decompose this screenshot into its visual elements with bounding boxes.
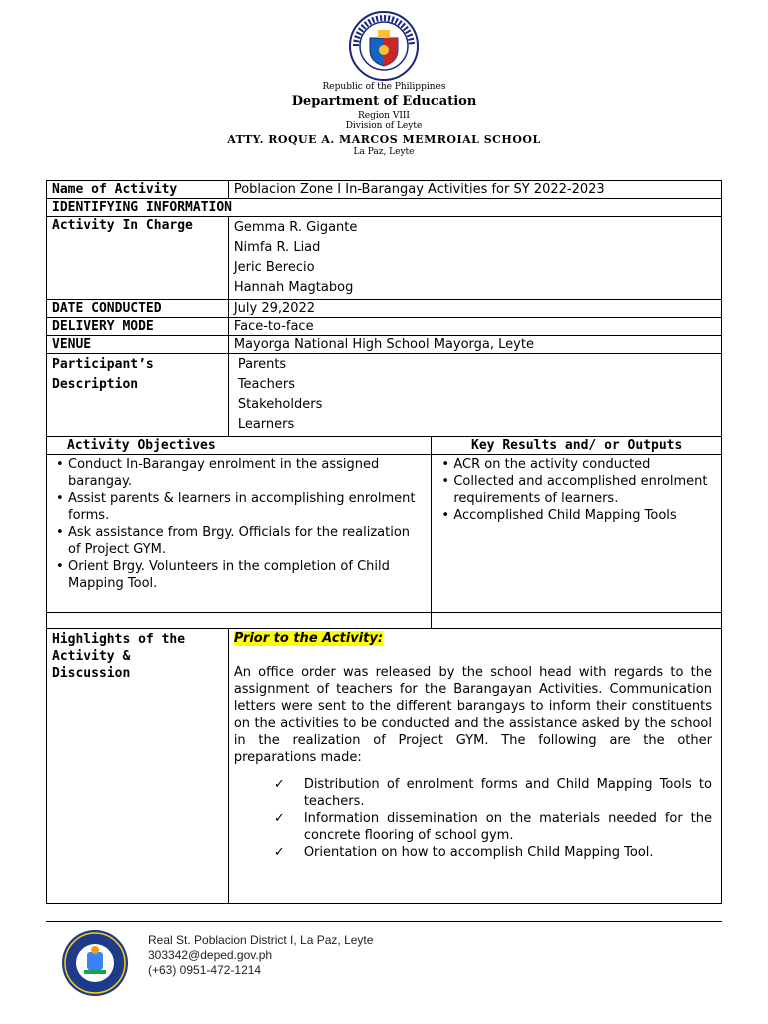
republic-line: Republic of the Philippines [322,82,446,92]
preparation-item [274,776,712,810]
footer-contact [148,933,373,978]
participant-item: Learners [237,417,295,432]
mode-label: DELIVERY MODE [47,318,229,336]
participant-item: Parents [237,357,287,372]
charge-person: Nimfa R. Liad [233,240,321,255]
objective-item: • Conduct In-Barangay enrolment in the assigned barangay. [68,456,426,490]
participant-list [228,354,721,437]
date-row [47,300,722,318]
venue-row [47,336,722,354]
checkmark-icon: ✓ [273,777,285,792]
preparation-item [274,844,712,861]
preparation-item [274,810,712,844]
highlights-label-line: Discussion [52,666,131,681]
division-line: Division of Leyte [345,121,423,131]
spacer-cell [432,613,722,629]
preparation-text: Distribution of enrolment forms and Child Mapping Tools to teachers. [303,777,712,809]
document-header [0,10,768,157]
name-value: Poblacion Zone I In-Barangay Activities for SY 2022-2023 [228,181,721,199]
region-line: Region VIII [358,111,410,121]
prior-activity-heading: Prior to the Activity: [233,631,384,646]
school-logo [60,928,130,998]
charge-list [228,217,721,300]
results-cell [432,455,722,613]
participant-row [47,354,722,437]
charge-person: Gemma R. Gigante [233,220,358,235]
objective-item: • Orient Brgy. Volunteers in the completion of Child Mapping Tool. [68,558,426,592]
charge-row [47,217,722,300]
objectives-cell [47,455,432,613]
participant-item: Teachers [237,377,296,392]
identifying-row [47,199,722,217]
name-row [47,181,722,199]
document-footer [60,928,720,998]
objective-item: • Ask assistance from Brgy. Officials for the realization of Project GYM. [68,524,426,558]
venue-value: Mayorga National High School Mayorga, Leyte [228,336,721,354]
highlights-row [47,629,722,904]
result-item: • Collected and accomplished enrolment requirements of learners. [453,473,716,507]
date-label: DATE CONDUCTED [47,300,229,318]
participant-item: Stakeholders [237,397,323,412]
footer-phone: (+63) 0951-472-1214 [148,963,262,977]
mode-row [47,318,722,336]
activity-report-table [46,180,722,904]
identifying-heading: IDENTIFYING INFORMATION [47,199,722,217]
participant-label-line: Description [52,377,139,392]
highlights-label-line: Highlights of the [52,632,186,647]
footer-divider [46,921,722,922]
objectives-header-row [47,437,722,455]
result-item: • Accomplished Child Mapping Tools [453,507,716,524]
objectives-list [52,456,426,592]
department-title: Department of Education [291,94,477,109]
footer-address: Real St. Poblacion District I, La Paz, Leyte [148,933,374,947]
result-item: • ACR on the activity conducted [453,456,716,473]
charge-person: Hannah Magtabog [233,280,354,295]
highlights-content [228,629,721,904]
objective-item: • Assist parents & learners in accomplishing enrolment forms. [68,490,426,524]
footer-email[interactable]: 303342@deped.gov.ph [148,948,273,962]
charge-label: Activity In Charge [47,217,229,300]
participant-label-line: Participant’s [52,357,154,372]
preparations-list [274,776,712,861]
objectives-row [47,455,722,613]
preparation-text: Orientation on how to accomplish Child Mapping Tool. [303,845,654,860]
location-line: La Paz, Leyte [353,147,415,157]
deped-seal [348,10,420,82]
checkmark-icon: ✓ [273,811,285,826]
checkmark-icon: ✓ [273,845,285,860]
preparation-text: Information dissemination on the materials needed for the concrete flooring of school gym. [303,811,712,843]
charge-person: Jeric Berecio [233,260,315,275]
objectives-header: Activity Objectives [47,437,432,455]
mode-value: Face-to-face [228,318,721,336]
participant-label [47,354,229,437]
school-name: ATTY. ROQUE A. MARCOS MEMROIAL SCHOOL [227,133,541,146]
name-label: Name of Activity [47,181,229,199]
highlights-paragraph: An office order was released by the school head with regards to the assignment of teachers for the Barangayan Activities. Communication letters were sent to the different barangays to inform their constituents on the activities to be conducted and the assistance asked by the school in the realization of Project GYM. The following are the other preparations made: [233,665,712,765]
spacer-row [47,613,722,629]
spacer-cell [47,613,432,629]
highlights-label [47,629,229,904]
date-value: July 29,2022 [228,300,721,318]
venue-label: VENUE [47,336,229,354]
highlights-label-line: Activity & [52,649,131,664]
results-list [437,456,716,524]
results-header: Key Results and/ or Outputs [432,437,722,455]
